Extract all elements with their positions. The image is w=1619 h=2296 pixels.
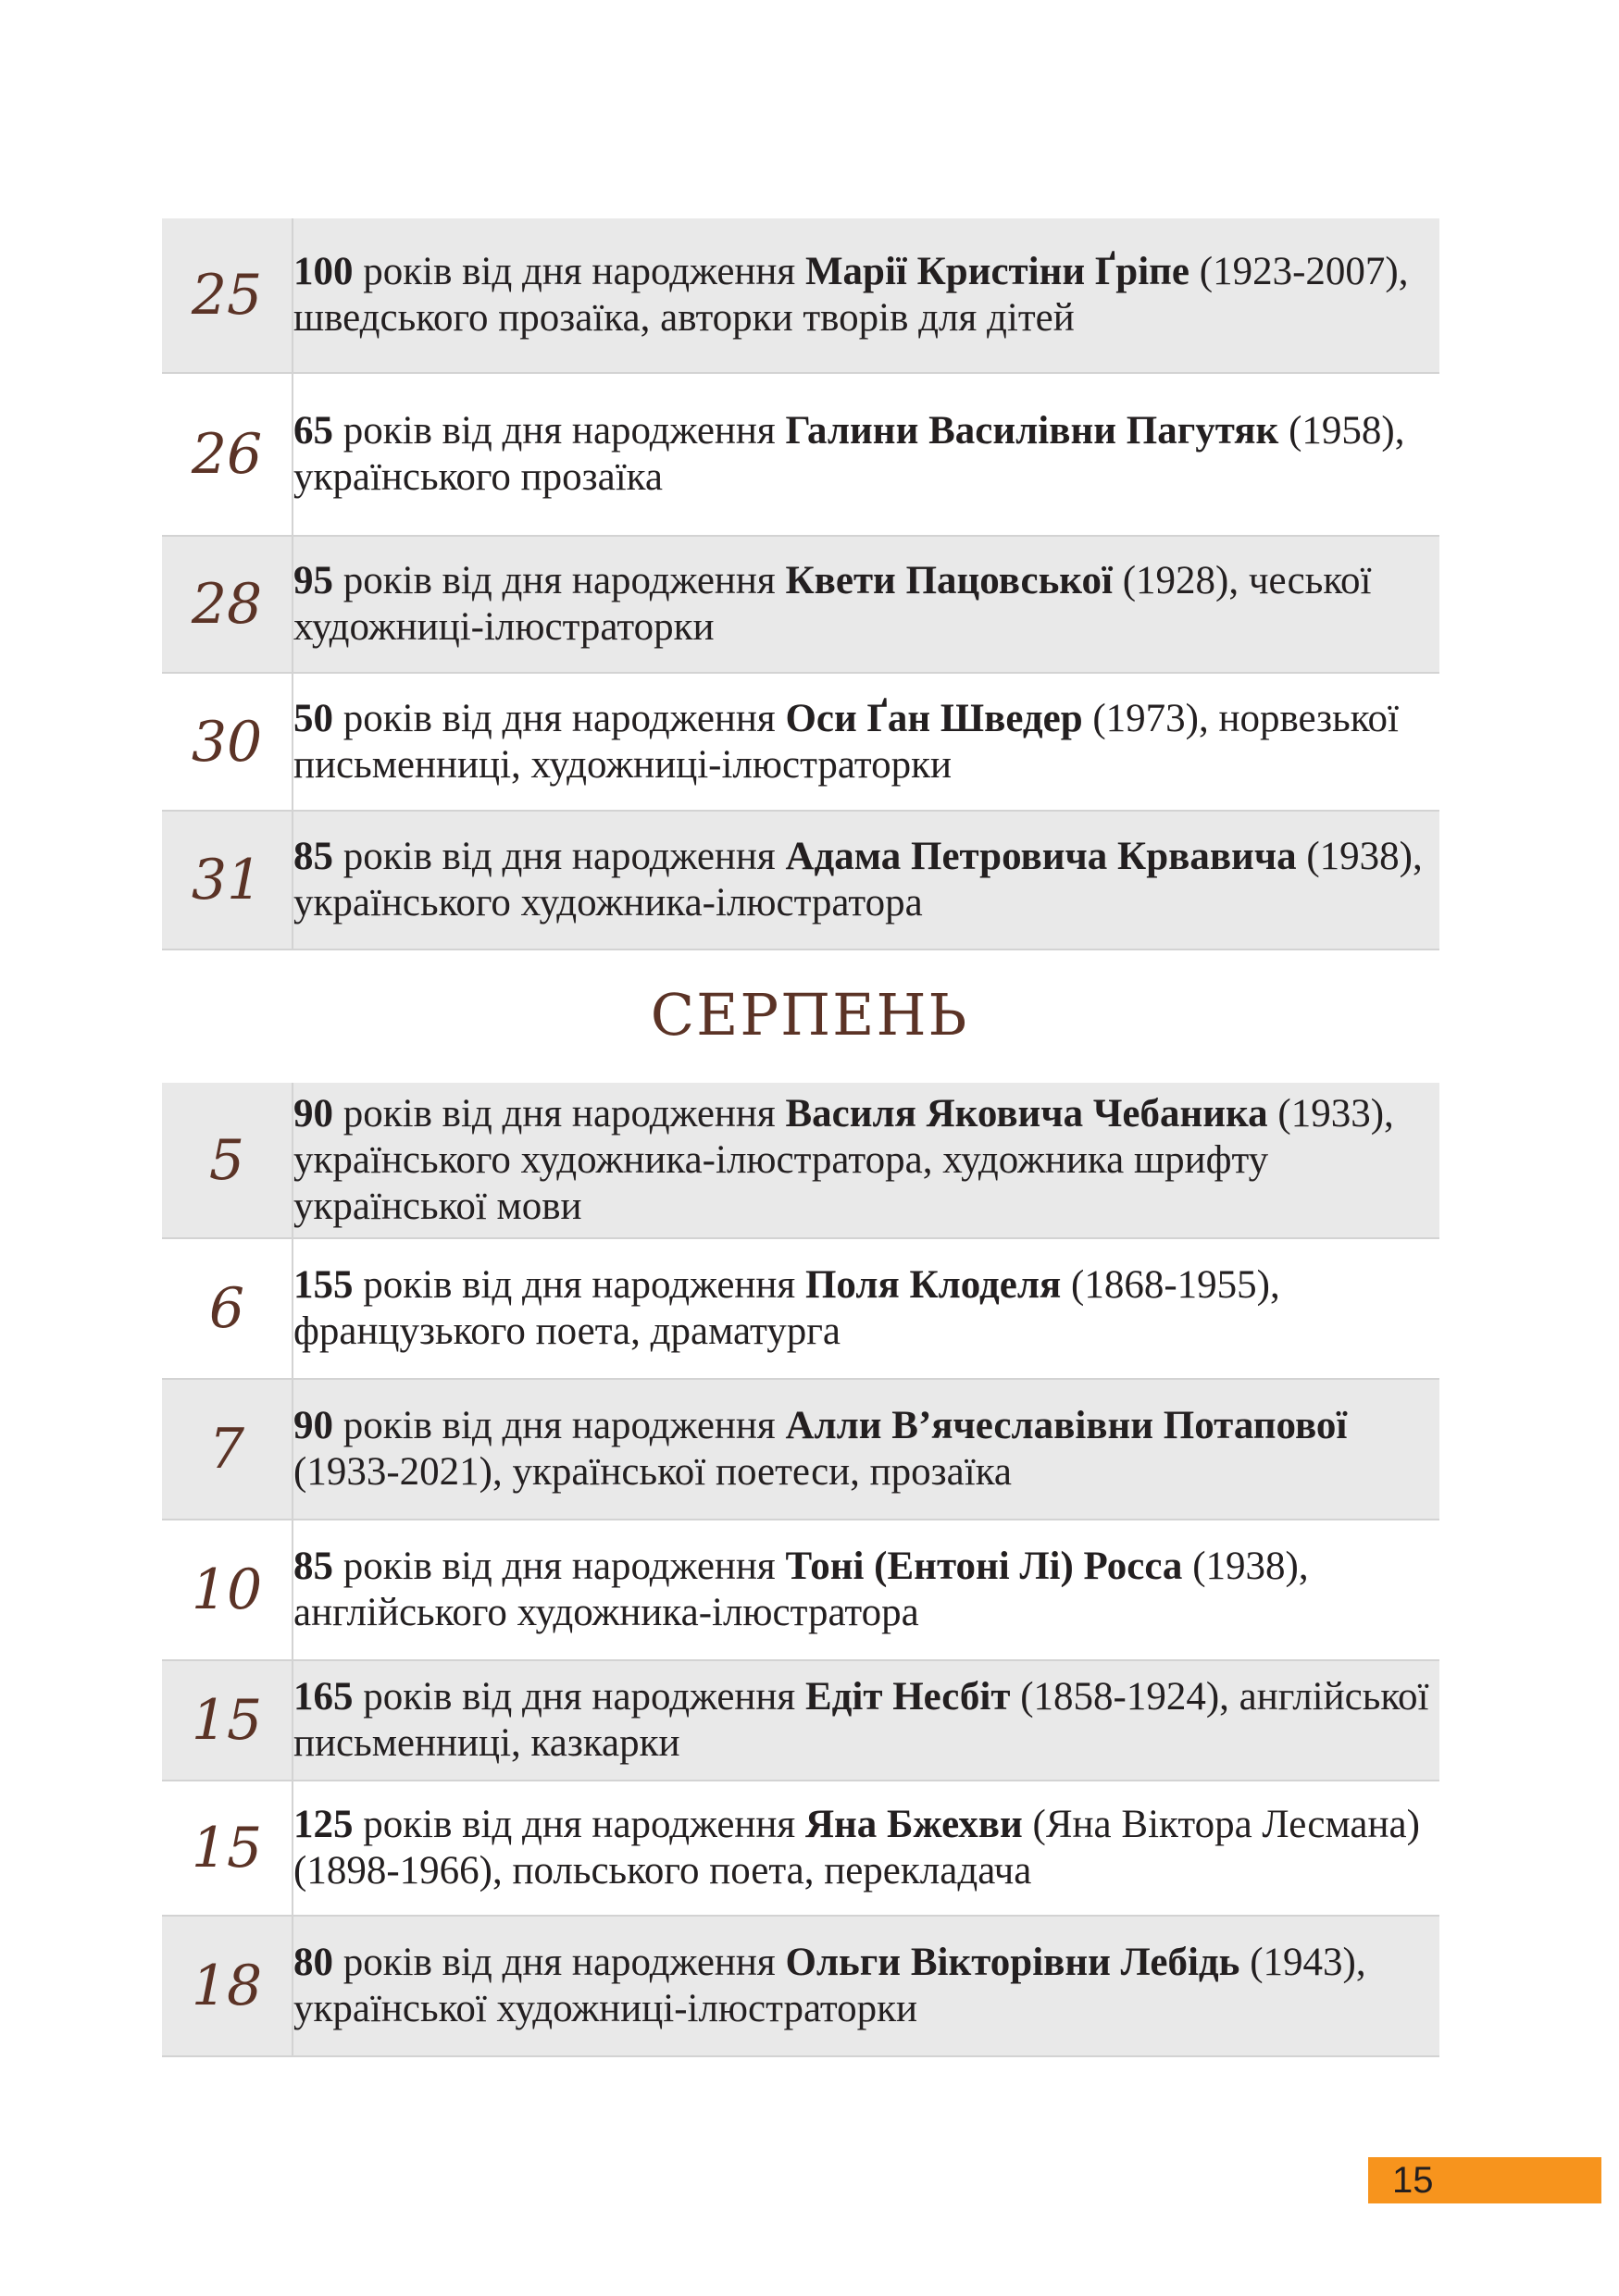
person-name: Алли В’ячеславівни Потапової: [785, 1404, 1348, 1447]
anniversary-years: 80: [293, 1941, 333, 1984]
person-name: Тоні (Ентоні Лі) Росса: [785, 1545, 1183, 1588]
person-name: Поля Клоделя: [804, 1263, 1062, 1307]
event-description: 90 років від дня народження Алли В’ячеславівни Потапової (1933-2021), української поетеси, прозаїка: [293, 1404, 1348, 1494]
person-name: Марії Кристіни Ґріпе: [804, 250, 1190, 293]
day-number: 25: [162, 218, 293, 373]
anniversary-years: 155: [293, 1263, 354, 1307]
person-name: Оси Ґан Шведер: [785, 696, 1083, 740]
event-description: 65 років від дня народження Галини Василівни Пагутяк (1958), українського прозаїка: [293, 409, 1405, 499]
table-row: [162, 373, 1439, 536]
day-number: 30: [162, 673, 293, 811]
person-name: Василя Яковича Чебаника: [785, 1091, 1268, 1136]
table-row: [162, 1781, 1439, 1916]
person-name: Адама Петровича Крвавича: [785, 835, 1297, 878]
anniversary-years: 85: [293, 1545, 333, 1588]
day-number: 18: [162, 1916, 293, 2056]
table-row: [162, 218, 1439, 373]
event-description: 85 років від дня народження Адама Петровича Крвавича (1938), українського художника-ілюстратора: [293, 835, 1423, 925]
day-number: 28: [162, 536, 293, 673]
july-table: [162, 218, 1439, 950]
table-row: [162, 1660, 1439, 1781]
person-name: Квети Пацовської: [785, 559, 1113, 602]
event-description: 100 років від дня народження Марії Кристіни Ґріпе (1923-2007), шведського прозаїка, авторки творів для дітей: [293, 250, 1409, 340]
anniversary-years: 95: [293, 559, 333, 602]
person-name: Едіт Несбіт: [804, 1675, 1011, 1719]
event-description: 165 років від дня народження Едіт Несбіт (1858-1924), англійської письменниці, казкарки: [293, 1675, 1429, 1765]
day-number: 5: [162, 1083, 293, 1238]
anniversary-years: 90: [293, 1404, 333, 1447]
event-description: 155 років від дня народження Поля Клоделя (1868-1955), французького поета, драматурга: [293, 1263, 1280, 1353]
person-name: Галини Василівни Пагутяк: [785, 409, 1279, 453]
event-description: 95 років від дня народження Квети Пацовської (1928), чеської художниці-ілюстраторки: [293, 559, 1372, 649]
anniversary-years: 165: [293, 1675, 354, 1719]
table-row: [162, 1520, 1439, 1660]
anniversary-years: 90: [293, 1091, 333, 1136]
event-description: 125 років від дня народження Яна Бжехви (Яна Віктора Лесмана) (1898-1966), польського поета, перекладача: [293, 1803, 1420, 1893]
anniversary-years: 100: [293, 250, 354, 293]
anniversary-years: 125: [293, 1803, 354, 1846]
event-description: 85 років від дня народження Тоні (Ентоні Лі) Росса (1938), англійського художника-ілюстратора: [293, 1545, 1309, 1634]
month-heading: СЕРПЕНЬ: [650, 981, 969, 1049]
anniversary-years: 50: [293, 696, 333, 740]
table-row: [162, 1379, 1439, 1520]
table-row: [162, 1916, 1439, 2056]
table-row: [162, 1083, 1439, 1238]
table-row: [162, 536, 1439, 673]
event-description: 50 років від дня народження Оси Ґан Шведер (1973), норвезької письменниці, художниці-ілюстраторки: [293, 696, 1399, 787]
person-name: Ольги Вікторівни Лебідь: [785, 1941, 1240, 1984]
day-number: 26: [162, 373, 293, 536]
table-row: [162, 673, 1439, 811]
day-number: 31: [162, 811, 293, 949]
event-description: 80 років від дня народження Ольги Вікторівни Лебідь (1943), української художниці-ілюстраторки: [293, 1941, 1366, 2030]
day-number: 7: [162, 1379, 293, 1520]
page-number: 15: [1368, 2157, 1601, 2203]
day-number: 6: [162, 1238, 293, 1379]
day-number: 10: [162, 1520, 293, 1660]
day-number: 15: [162, 1660, 293, 1781]
anniversary-years: 65: [293, 409, 333, 453]
day-number: 15: [162, 1781, 293, 1916]
august-table: [162, 1083, 1439, 2057]
table-row: [162, 811, 1439, 949]
anniversary-years: 85: [293, 835, 333, 878]
event-description: 90 років від дня народження Василя Яковича Чебаника (1933), українського художника-ілюстратора, художника шрифту української мови: [293, 1091, 1394, 1228]
table-row: [162, 1238, 1439, 1379]
person-name: Яна Бжехви: [804, 1803, 1023, 1846]
